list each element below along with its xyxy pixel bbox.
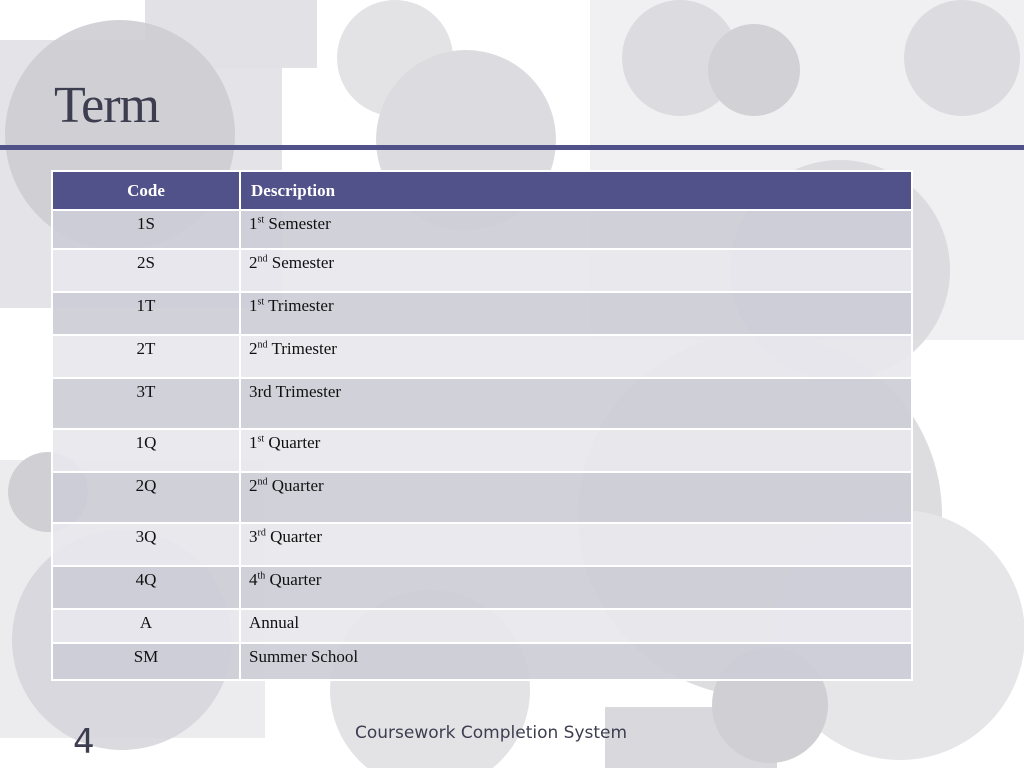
cell-description <box>240 335 912 378</box>
cell-description <box>240 643 912 680</box>
table-row <box>52 609 912 643</box>
column-header-description: Description <box>240 171 912 210</box>
ordinal-suffix: nd <box>257 476 268 488</box>
cell-code: 3Q <box>52 523 240 566</box>
description-text: Trimester <box>267 339 337 358</box>
page-number: 4 <box>73 722 95 762</box>
description-text: Quarter <box>264 433 321 452</box>
ordinal-suffix: st <box>257 214 265 226</box>
cell-code: SM <box>52 643 240 680</box>
cell-code: 1S <box>52 210 240 249</box>
table-row <box>52 472 912 523</box>
description-lead: 2 <box>249 339 258 358</box>
term-table <box>51 170 913 681</box>
cell-description <box>240 292 912 335</box>
description-text: Quarter <box>265 527 323 546</box>
ordinal-suffix: th <box>257 570 266 582</box>
cell-code: 1T <box>52 292 240 335</box>
cell-description <box>240 472 912 523</box>
cell-description <box>240 523 912 566</box>
table-row <box>52 378 912 429</box>
ordinal-suffix: nd <box>257 339 268 351</box>
description-lead: Summer School <box>249 647 359 666</box>
cell-code: 1Q <box>52 429 240 472</box>
cell-description <box>240 566 912 609</box>
footer-text: Coursework Completion System <box>355 723 628 743</box>
description-lead: 1 <box>249 214 258 233</box>
description-text: Semester <box>264 214 331 233</box>
table-row <box>52 249 912 292</box>
ordinal-suffix: st <box>257 433 265 445</box>
table-row <box>52 335 912 378</box>
table-body <box>52 210 912 680</box>
description-lead: 3 <box>249 527 258 546</box>
description-text: Quarter <box>267 476 324 495</box>
ordinal-suffix: nd <box>257 253 268 265</box>
description-text: Quarter <box>265 570 322 589</box>
description-lead: Annual <box>249 613 300 632</box>
title-divider <box>0 145 1024 150</box>
table-row <box>52 643 912 680</box>
table-row <box>52 523 912 566</box>
cell-description <box>240 210 912 249</box>
cell-code: 2T <box>52 335 240 378</box>
description-text: Semester <box>267 253 335 272</box>
cell-code: 4Q <box>52 566 240 609</box>
description-lead: 4 <box>249 570 258 589</box>
column-header-code: Code <box>52 171 240 210</box>
ordinal-suffix: rd <box>257 527 266 539</box>
cell-code: 3T <box>52 378 240 429</box>
cell-description <box>240 429 912 472</box>
table-row <box>52 210 912 249</box>
description-lead: 2 <box>249 476 258 495</box>
cell-code: 2Q <box>52 472 240 523</box>
cell-code: 2S <box>52 249 240 292</box>
description-lead: 2 <box>249 253 258 272</box>
table-row <box>52 566 912 609</box>
description-lead: 1 <box>249 296 258 315</box>
description-lead: 3rd Trimester <box>249 382 342 401</box>
cell-code: A <box>52 609 240 643</box>
ordinal-suffix: st <box>257 296 265 308</box>
table-row <box>52 292 912 335</box>
table-header-row <box>52 171 912 210</box>
description-lead: 1 <box>249 433 258 452</box>
table-row <box>52 429 912 472</box>
description-text: Trimester <box>264 296 334 315</box>
slide-title: Term <box>54 77 159 134</box>
cell-description <box>240 378 912 429</box>
cell-description <box>240 249 912 292</box>
cell-description <box>240 609 912 643</box>
